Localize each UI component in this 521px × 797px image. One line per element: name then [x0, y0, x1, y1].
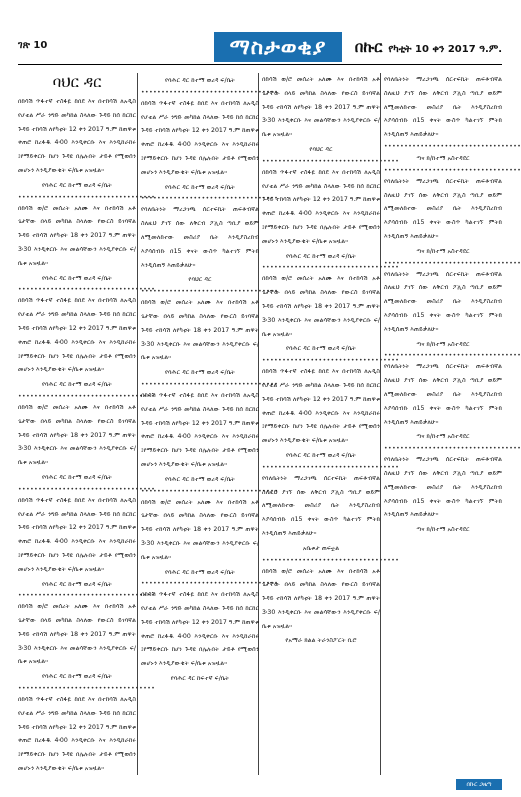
notice-text: በከሳሽ ጥፋተኛ ተስፋዬ ከበደ እና በተከሳሽ ለአዲስ የሆቴል ሥራ ንግድ መካከል ስላለው ጉዳይ ከሰ ከርከር ጉዳይ ተከሳሽ ለየካቲት 12 ቀን 2017 ዓ.ም ከጠዋቱ ቀጠሮ ከረፋዱ 4፡00 እንዲቀርቡ እና እንዲከራከሩ ፤የማይቀርቡ ከሆነ ጉዳዩ በሌሉበት ታይቶ የሚወሰን መሆኑን እንዲያውቁት ፍ/ቤቱ አዝዟል፡፡ — [141, 99, 259, 176]
publication-name: በኩር — [354, 38, 383, 56]
court-name: የባህር ዳር — [309, 145, 333, 153]
court-name: አቤቱታ ጠፍቷል — [302, 544, 340, 552]
notice-text: የባለቤትነት ማረጋገጫ ሰርተፍኬት ጠፍቶብኛል ስለዚህ ያገኘ ሰው ለቅርብ ፖሊስ ጣቢያ ወይም ለሚመለከተው መስሪያ ቤት እንዲያስረክብ እያሳሰብኩ በ15 ቀናት ውስጥ ካልተገኘ ምትክ እንዲሰጠኝ እጠይቃለሁ፡፡ — [384, 177, 502, 240]
column-divider — [137, 73, 138, 775]
notice-text: የባለቤትነት ማረጋገጫ ሰርተፍኬት ጠፍቶብኛል ስለዚህ ያገኘ ሰው ለቅርብ ፖሊስ ጣቢያ ወይም ለሚመለከተው መስሪያ ቤት እንዲያስረክብ እያሳሰብኩ በ15 ቀናት ውስጥ ካልተገኘ ምትክ እንዲሰጠኝ እጠይቃለሁ፡፡ — [384, 270, 502, 333]
court-name: የባሕር ዳር ከተማ ወረዳ ፍ/ቤት — [285, 345, 357, 353]
separator: •••••••••••••••••••••••••••••••••• — [384, 166, 521, 174]
notice-text: በከሳሽ ወ/ሮ መሰረት አለሙ እና በተከሳሽ አቶ ጌታቸው በላይ መካከል ስላለው የውርስ ይገባኛል ጉዳይ ተከሳሽ ለየካቲት 18 ቀን 2017 ዓ.ም ጠዋት 3፡30 እንዲቀርቡ እና መልሳቸውን እንዲያቀርቡ ፍ/ቤቱ አዝዟል፡፡ — [262, 76, 380, 139]
separator: •••••••••••••••••••••••••••••••••• — [141, 580, 279, 588]
notice-text: የባለቤትነት ማረጋገጫ ሰርተፍኬት ጠፍቶብኛል ስለዚህ ያገኘ ሰው ለቅርብ ፖሊስ ጣቢያ ወይም ለሚመለከተው መስሪያ ቤት እንዲያስረክብ እያሳሰብኩ በ15 ቀናት ውስጥ ካልተገኘ ምትክ እንዲሰጠኝ እጠይቃለሁ፡፡ — [141, 206, 259, 269]
court-name: የባሕር ዳር ከተማ ወረዳ ፍ/ቤት — [285, 451, 357, 459]
notice-text: በከሳሽ ጥፋተኛ ተስፋዬ ከበደ እና በተከሳሽ ለአዲስ የሆቴል ሥራ ንግድ መካከል ስላለው ጉዳይ ከሰ ከርከር ጉዳይ ተከሳሽ ለየካቲት 12 ቀን 2017 ዓ.ም ከጠዋቱ ቀጠሮ ከረፋዱ 4፡00 እንዲቀርቡ እና እንዲከራከሩ ፤የማይቀርቡ ከሆነ ጉዳዩ በሌሉበት ታይቶ የሚወሰን መሆኑን እንዲያውቁት ፍ/ቤቱ አዝዟል፡፡ — [18, 696, 136, 773]
court-name: የአማራ ክልል ትራንስፖርት ቢሮ — [285, 637, 357, 645]
separator: •••••••••••••••••••••••••••••••••• — [141, 288, 279, 296]
notice-text: የባለቤትነት ማረጋገጫ ሰርተፍኬት ጠፍቶብኛል ስለዚህ ያገኘ ሰው ለቅርብ ፖሊስ ጣቢያ ወይም ለሚመለከተው መስሪያ ቤት እንዲያስረክብ እያሳሰብኩ በ15 ቀናት ውስጥ ካልተገኘ ምትክ እንዲሰጠኝ እጠይቃለሁ፡፡ — [262, 474, 380, 537]
separator: •••••••••••••••••••••••••••••••••• — [262, 463, 400, 471]
separator: •••••••••••••••••••••••••••••••••• — [384, 352, 521, 360]
notice-text: በከሳሽ ጥፋተኛ ተስፋዬ ከበደ እና በተከሳሽ ለአዲስ የሆቴል ሥራ ንግድ መካከል ስላለው ጉዳይ ከሰ ከርከር ጉዳይ ተከሳሽ ለየካቲት 12 ቀን 2017 ዓ.ም ከጠዋቱ ቀጠሮ ከረፋዱ 4፡00 እንዲቀርቡ እና እንዲከራከሩ ፤የማይቀርቡ ከሆነ ጉዳዩ በሌሉበት ታይቶ የሚወሰን መሆኑን እንዲያውቁት ፍ/ቤቱ አዝዟል፡፡ — [18, 297, 136, 374]
issue-date: የካቲት 10 ቀን 2017 ዓ.ም. — [388, 44, 502, 55]
court-name: ጣና ክ/ከተማ አስተዳደር — [416, 340, 470, 348]
court-name: የባሕር ዳር ከተማ ወረዳ ፍ/ቤት — [164, 475, 236, 483]
separator: •••••••••••••••••••••••••••••••••• — [384, 259, 521, 267]
court-name: የባሕር ዳር ከተማ ወረዳ ፍ/ቤት — [41, 673, 113, 681]
notice-text: በከሳሽ ጥፋተኛ ተስፋዬ ከበደ እና በተከሳሽ ለአዲስ የሆቴል ሥራ ንግድ መካከል ስላለው ጉዳይ ከሰ ከርከር ጉዳይ ተከሳሽ ለየካቲት 12 ቀን 2017 ዓ.ም ከጠዋቱ ቀጠሮ ከረፋዱ 4፡00 እንዲቀርቡ እና እንዲከራከሩ ፤የማይቀርቡ ከሆነ ጉዳዩ በሌሉበት ታይቶ የሚወሰን መሆኑን እንዲያውቁት ፍ/ቤቱ አዝዟል፡፡ — [18, 98, 136, 174]
court-name: ጣና ክ/ከተማ አስተዳደር — [416, 526, 470, 534]
notice-text: በከሳሽ ወ/ሮ መሰረት አለሙ እና በተከሳሽ አቶ ጌታቸው በላይ መካከል ስላለው የውርስ ይገባኛል ጉዳይ ተከሳሽ ለየካቲት 18 ቀን 2017 ዓ.ም ጠዋት 3፡30 እንዲቀርቡ እና መልሳቸውን እንዲያቀርቡ ፍ/ቤቱ አዝዟል፡፡ — [18, 603, 136, 666]
column-4 — [384, 73, 521, 773]
notice-text: በከሳሽ ጥፋተኛ ተስፋዬ ከበደ እና በተከሳሽ ለአዲስ የሆቴል ሥራ ንግድ መካከል ስላለው ጉዳይ ከሰ ከርከር ጉዳይ ተከሳሽ ለየካቲት 12 ቀን 2017 ዓ.ም ከጠዋቱ ቀጠሮ ከረፋዱ 4፡00 እንዲቀርቡ እና እንዲከራከሩ ፤የማይቀርቡ ከሆነ ጉዳዩ በሌሉበት ታይቶ የሚወሰን መሆኑን እንዲያውቁት ፍ/ቤቱ አዝዟል፡፡ — [18, 496, 136, 573]
court-name: የባሕር ዳር ከተማ ወረዳ ፍ/ቤት — [164, 183, 236, 191]
separator: •••••••••••••••••••••••••••••••••• — [18, 286, 156, 294]
separator: •••••••••••••••••••••••••••••••••• — [18, 485, 156, 493]
notice-text: የባለቤትነት ማረጋገጫ ሰርተፍኬት ጠፍቶብኛል ስለዚህ ያገኘ ሰው ለቅርብ ፖሊስ ጣቢያ ወይም ለሚመለከተው መስሪያ ቤት እንዲያስረክብ እያሳሰብኩ በ15 ቀናት ውስጥ ካልተገኘ ምትክ እንዲሰጠኝ እጠይቃለሁ፡፡ — [384, 456, 502, 519]
court-name: ጣና ክ/ከተማ አስተዳደር — [416, 154, 470, 162]
notice-text: በከሳሽ ወ/ሮ መሰረት አለሙ እና በተከሳሽ አቶ ጌታቸው በላይ መካከል ስላለው የውርስ ይገባኛል ጉዳይ ተከሳሽ ለየካቲት 18 ቀን 2017 ዓ.ም ጠዋት 3፡30 እንዲቀርቡ እና መልሳቸውን እንዲያቀርቡ ፍ/ቤቱ አዝዟል፡፡ — [262, 567, 380, 630]
court-name: የባሕር ዳር ከተማ ወረዳ ፍ/ቤት — [41, 381, 113, 389]
column-2 — [141, 73, 279, 773]
notice-text: የባለቤትነት ማረጋገጫ ሰርተፍኬት ጠፍቶብኛል ስለዚህ ያገኘ ሰው ለቅርብ ፖሊስ ጣቢያ ወይም ለሚመለከተው መስሪያ ቤት እንዲያስረክብ እያሳሰብኩ በ15 ቀናት ውስጥ ካልተገኘ ምትክ እንዲሰጠኝ እጠይቃለሁ፡፡ — [384, 76, 502, 139]
court-name: የባሕር ዳር ከተማ ወረዳ ፍ/ቤት — [285, 252, 357, 260]
court-name: የባሕር ዳር ከተማ ወረዳ ፍ/ቤት — [41, 473, 113, 481]
separator: •••••••••••••••••••••••••••••••••• — [18, 592, 156, 600]
court-name: የባሕር ዳር ከተማ ወረዳ ፍ/ቤት — [41, 274, 113, 282]
notice-text: በከሳሽ ጥፋተኛ ተስፋዬ ከበደ እና በተከሳሽ ለአዲስ የሆቴል ሥራ ንግድ መካከል ስላለው ጉዳይ ከሰ ከርከር ጉዳይ ተከሳሽ ለየካቲት 12 ቀን 2017 ዓ.ም ከጠዋቱ ቀጠሮ ከረፋዱ 4፡00 እንዲቀርቡ እና እንዲከራከሩ ፤የማይቀርቡ ከሆነ ጉዳዩ በሌሉበት ታይቶ የሚወሰን መሆኑን እንዲያውቁት ፍ/ቤቱ አዝዟል፡፡ — [141, 391, 259, 468]
separator: •••••••••••••••••••••••••••••••••• — [141, 88, 279, 96]
separator: •••••••••••••••••••••••••••••••••• — [18, 392, 156, 400]
separator: •••••••••••••••••••••••••••••••••• — [262, 556, 400, 564]
court-name: የባሕር ዳር ከተማ ወረዳ ፍ/ቤት — [41, 580, 113, 588]
court-name: የባሕር ዳር ከተማ ወረዳ ፍ/ቤት — [164, 369, 236, 377]
separator: •••••••••••••••••••••••••••••••••• — [141, 380, 279, 388]
separator: •••••••••••••••••••••••••••••••••• — [141, 487, 279, 495]
column-1 — [18, 73, 156, 773]
notice-text: በከሳሽ ወ/ሮ መሰረት አለሙ እና በተከሳሽ አቶ ጌታቸው በላይ መካከል ስላለው የውርስ ይገባኛል ጉዳይ ተከሳሽ ለየካቲት 18 ቀን 2017 ዓ.ም ጠዋት 3፡30 እንዲቀርቡ እና መልሳቸውን እንዲያቀርቡ ፍ/ቤቱ አዝዟል፡፡ — [18, 204, 136, 267]
separator: •••••••••••••••••••••••••••••••••• — [384, 445, 521, 453]
separator: •••••••••••••••••••••••••••••••••• — [18, 193, 156, 201]
notice-text: በከሳሽ ጥፋተኛ ተስፋዬ ከበደ እና በተከሳሽ ለአዲስ የሆቴል ሥራ ንግድ መካከል ስላለው ጉዳይ ከሰ ከርከር ጉዳይ ተከሳሽ ለየካቲት 12 ቀን 2017 ዓ.ም ከጠዋቱ ቀጠሮ ከረፋዱ 4፡00 እንዲቀርቡ እና እንዲከራከሩ ፤የማይቀርቡ ከሆነ ጉዳዩ በሌሉበት ታይቶ የሚወሰን መሆኑን እንዲያውቁት ፍ/ቤቱ አዝዟል፡፡ — [262, 368, 380, 445]
notice-text: በከሳሽ ጥፋተኛ ተስፋዬ ከበደ እና በተከሳሽ ለአዲስ የሆቴል ሥራ ንግድ መካከል ስላለው ጉዳይ ከሰ ከርከር ጉዳይ ተከሳሽ ለየካቲት 12 ቀን 2017 ዓ.ም ከጠዋቱ ቀጠሮ ከረፋዱ 4፡00 እንዲቀርቡ እና እንዲከራከሩ ፤የማይቀርቡ ከሆነ ጉዳዩ በሌሉበት ታይቶ የሚወሰን መሆኑን እንዲያውቁት ፍ/ቤቱ አዝዟል፡፡ — [141, 591, 259, 668]
notice-text: በከሳሽ ወ/ሮ መሰረት አለሙ እና በተከሳሽ አቶ ጌታቸው በላይ መካከል ስላለው የውርስ ይገባኛል ጉዳይ ተከሳሽ ለየካቲት 18 ቀን 2017 ዓ.ም ጠዋት 3፡30 እንዲቀርቡ እና መልሳቸውን እንዲያቀርቡ ፍ/ቤቱ አዝዟል፡፡ — [262, 275, 380, 338]
court-name: የባሕር ዳር ከፍተኛ ፍ/ቤት — [170, 675, 230, 683]
column-3 — [262, 73, 400, 773]
footer-badge: በኩር ጋዜጣ — [456, 779, 502, 790]
separator: •••••••••••••••••••••••••••••••••• — [262, 357, 400, 365]
header-right — [355, 38, 502, 56]
court-name: ጣና ክ/ከተማ አስተዳደር — [416, 433, 470, 441]
column-divider — [380, 73, 381, 775]
court-name: የባሕር ዳር ከተማ ወረዳ ፍ/ቤት — [164, 568, 236, 576]
separator: •••••••••••••••••••••••••••••••••• — [18, 685, 156, 693]
notice-text: በከሳሽ ጥፋተኛ ተስፋዬ ከበደ እና በተከሳሽ ለአዲስ የሆቴል ሥራ ንግድ መካከል ስላለው ጉዳይ ከሰ ከርከር ጉዳይ ተከሳሽ ለየካቲት 12 ቀን 2017 ዓ.ም ከጠዋቱ ቀጠሮ ከረፋዱ 4፡00 እንዲቀርቡ እና እንዲከራከሩ ፤የማይቀርቡ ከሆነ ጉዳዩ በሌሉበት ታይቶ የሚወሰን መሆኑን እንዲያውቁት ፍ/ቤቱ አዝዟል፡፡ — [262, 168, 380, 245]
section-heading: ባህር ዳር — [52, 73, 102, 91]
court-name: የባሕር ዳር ከተማ ወረዳ ፍ/ቤት — [41, 181, 113, 189]
page-header — [18, 32, 502, 65]
court-name: ጣና ክ/ከተማ አስተዳደር — [416, 247, 470, 255]
separator: •••••••••••••••••••••••••••••••••• — [384, 142, 521, 150]
notice-text: የባለቤትነት ማረጋገጫ ሰርተፍኬት ጠፍቶብኛል ስለዚህ ያገኘ ሰው ለቅርብ ፖሊስ ጣቢያ ወይም ለሚመለከተው መስሪያ ቤት እንዲያስረክብ እያሳሰብኩ በ15 ቀናት ውስጥ ካልተገኘ ምትክ እንዲሰጠኝ እጠይቃለሁ፡፡ — [384, 363, 502, 426]
court-name: የባሕር ዳር ከተማ ወረዳ ፍ/ቤት — [164, 77, 236, 84]
page-number: ገጽ 10 — [18, 40, 48, 51]
separator: •••••••••••••••••••••••••••••••••• — [262, 157, 400, 165]
court-name: የባህር ዳር — [188, 276, 212, 284]
notice-text: በከሳሽ ወ/ሮ መሰረት አለሙ እና በተከሳሽ አቶ ጌታቸው በላይ መካከል ስላለው የውርስ ይገባኛል ጉዳይ ተከሳሽ ለየካቲት 18 ቀን 2017 ዓ.ም ጠዋት 3፡30 እንዲቀርቡ እና መልሳቸውን እንዲያቀርቡ ፍ/ቤቱ አዝዟል፡፡ — [18, 403, 136, 467]
notice-text: በከሳሽ ወ/ሮ መሰረት አለሙ እና በተከሳሽ አቶ ጌታቸው በላይ መካከል ስላለው የውርስ ይገባኛል ጉዳይ ተከሳሽ ለየካቲት 18 ቀን 2017 ዓ.ም ጠዋት 3፡30 እንዲቀርቡ እና መልሳቸውን እንዲያቀርቡ ፍ/ቤቱ አዝዟል፡፡ — [141, 498, 259, 561]
separator: •••••••••••••••••••••••••••••••••• — [262, 264, 400, 272]
notice-text: በከሳሽ ወ/ሮ መሰረት አለሙ እና በተከሳሽ አቶ ጌታቸው በላይ መካከል ስላለው የውርስ ይገባኛል ጉዳይ ተከሳሽ ለየካቲት 18 ቀን 2017 ዓ.ም ጠዋት 3፡30 እንዲቀርቡ እና መልሳቸውን እንዲያቀርቡ ፍ/ቤቱ አዝዟል፡፡ — [141, 299, 259, 362]
section-masthead: ማስታወቂያ — [214, 32, 342, 62]
page-footer — [18, 779, 502, 791]
separator: •••••••••••••••••••••••••••••••••• — [141, 195, 279, 203]
